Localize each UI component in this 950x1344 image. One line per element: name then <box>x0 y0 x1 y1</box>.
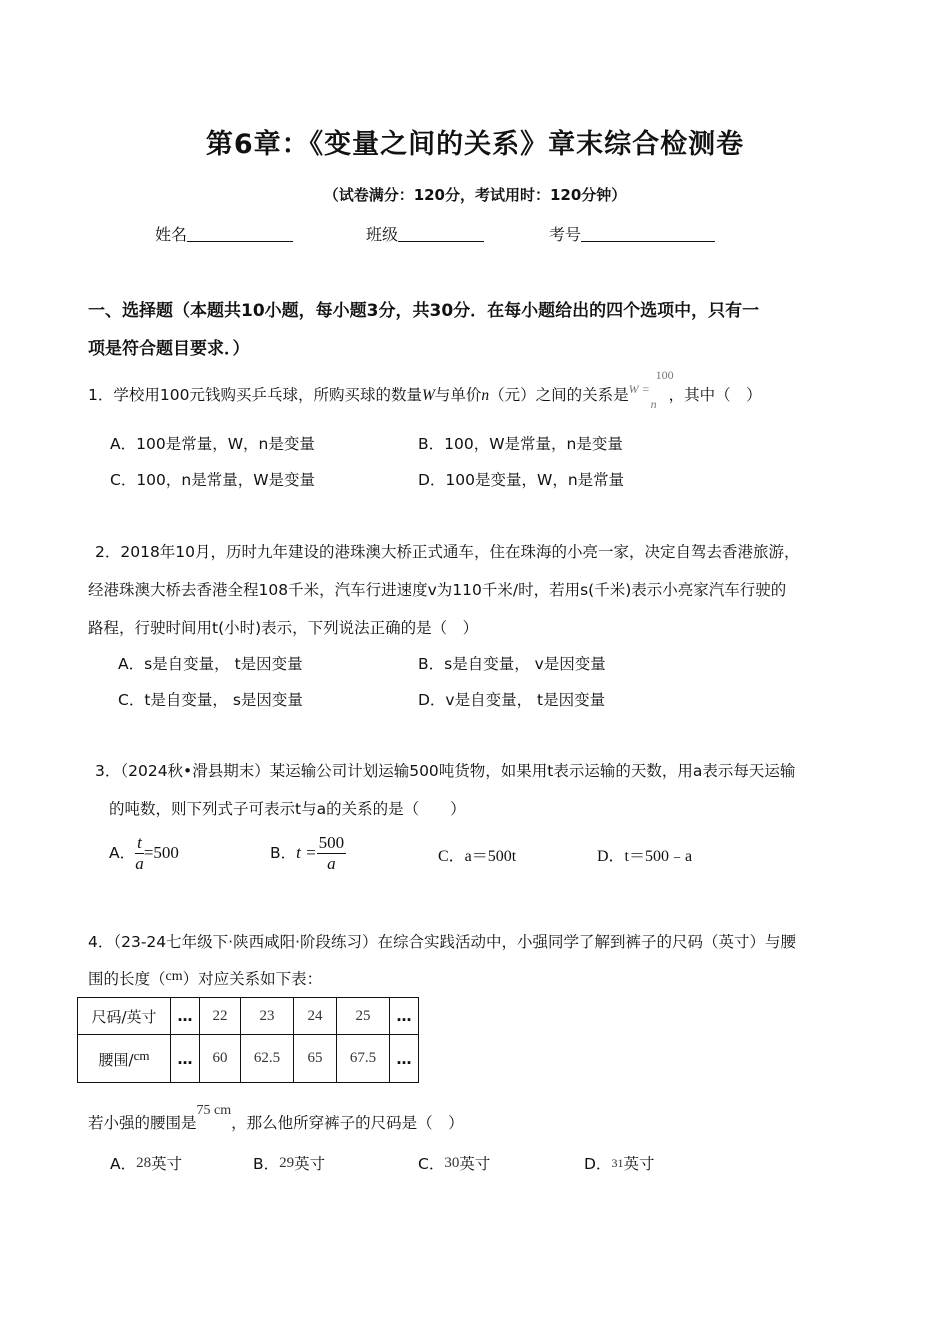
q3-option-b[interactable]: B．t = $\frac{500}{a}$ <box>270 833 345 873</box>
table-ellipsis: … <box>390 998 419 1035</box>
q1-option-b[interactable]: B．100，W是常量，n是变量 <box>418 435 623 453</box>
name-label: 姓名 <box>155 225 188 244</box>
table-header-size: 尺码/英寸 <box>78 998 171 1035</box>
q4-option-b[interactable]: B．29英寸 <box>253 1155 326 1173</box>
question-3: 3．（2024秋•滑县期末）某运输公司计划运输500吨货物，如果用t表示运输的天数，用a表示每天运输 <box>95 762 796 780</box>
question-4-line-3: 若小强的腰围是75 cm，那么他所穿裤子的尺码是（ ） <box>88 1103 464 1132</box>
q3-fraction-500-over-a: $\frac{500}{a}$ <box>318 833 345 873</box>
q1-option-c[interactable]: C．100，n是常量，W是变量 <box>110 471 316 489</box>
exam-number-field[interactable] <box>549 222 715 245</box>
table-cell: 60 <box>200 1035 241 1083</box>
question-2-line-2: 经港珠澳大桥去香港全程108千米，汽车行进速度v为110千米/时，若用s(千米)表示小亮家汽车行驶的 <box>88 581 787 599</box>
name-field[interactable] <box>155 222 293 245</box>
q4-option-c[interactable]: C．30英寸 <box>418 1155 491 1173</box>
table-cell: 65 <box>294 1035 337 1083</box>
q3-option-c[interactable]: C．a＝500t <box>438 848 517 865</box>
formula-w-equals-100-over-n: W = 100 n <box>628 368 674 411</box>
q2-option-c[interactable]: C．t是自变量， s是因变量 <box>118 691 303 709</box>
q3-fraction-t-over-a: $\frac{t}{a}$ <box>135 833 144 873</box>
class-label: 班级 <box>366 225 399 244</box>
q2-option-b[interactable]: B．s是自变量， v是因变量 <box>418 655 606 673</box>
size-waist-table <box>77 997 419 1083</box>
table-cell: 62.5 <box>241 1035 294 1083</box>
table-cell: 67.5 <box>337 1035 390 1083</box>
q3-option-d[interactable]: D．t＝500﹣a <box>597 848 693 865</box>
question-2-line-3: 路程，行驶时间用t(小时)表示，下列说法正确的是（ ） <box>88 619 479 637</box>
table-cell: 25 <box>337 998 390 1035</box>
table-ellipsis: … <box>390 1035 419 1083</box>
table-cell: 23 <box>241 998 294 1035</box>
table-row <box>78 1035 419 1083</box>
question-4: 4．（23-24七年级下·陕西咸阳·阶段练习）在综合实践活动中，小强同学了解到裤子的尺码（英寸）与腰 <box>88 933 797 951</box>
table-header-waist: 腰围/cm <box>78 1035 171 1083</box>
table-ellipsis: … <box>171 998 200 1035</box>
exam-number-label: 考号 <box>549 225 582 244</box>
question-3-line-2: 的吨数，则下列式子可表示t与a的关系的是（ ） <box>109 800 466 818</box>
table-ellipsis: … <box>171 1035 200 1083</box>
class-field[interactable] <box>366 222 484 245</box>
q1-option-d[interactable]: D．100是变量，W，n是常量 <box>418 471 625 489</box>
question-4-line-2: 围的长度（cm）对应关系如下表： <box>88 969 323 988</box>
section-heading-cont: 项是符合题目要求．） <box>88 339 250 359</box>
q2-option-d[interactable]: D．v是自变量， t是因变量 <box>418 691 606 709</box>
table-row <box>78 998 419 1035</box>
table-cell: 22 <box>200 998 241 1035</box>
q4-option-a[interactable]: A．28英寸 <box>110 1155 183 1173</box>
exam-number-blank[interactable] <box>581 225 715 242</box>
name-blank[interactable] <box>187 225 293 242</box>
q4-option-d[interactable]: D．31英寸 <box>584 1155 655 1173</box>
q2-option-a[interactable]: A．s是自变量， t是因变量 <box>118 655 303 673</box>
q1-option-a[interactable]: A．100是常量，W，n是变量 <box>110 435 315 453</box>
question-2: 2．2018年10月，历时九年建设的港珠澳大桥正式通车，住在珠海的小亮一家，决定自驾去香港旅游， <box>95 543 800 561</box>
table-cell: 24 <box>294 998 337 1035</box>
class-blank[interactable] <box>398 225 484 242</box>
section-heading: 一、选择题（本题共10小题，每小题3分，共30分．在每小题给出的四个选项中，只有一 <box>88 301 760 321</box>
question-1: 1．学校用100元钱购买乒乓球，所购买球的数量W与单价n（元）之间的关系是 W = 100 n ，其中（ ） <box>88 368 762 411</box>
exam-info: （试卷满分：120分，考试用时：120分钟） <box>323 186 627 204</box>
page-title: 第6章：《变量之间的关系》章末综合检测卷 <box>205 129 745 160</box>
q3-option-a[interactable]: A． $\frac{t}{a}$ =500 <box>109 833 179 873</box>
